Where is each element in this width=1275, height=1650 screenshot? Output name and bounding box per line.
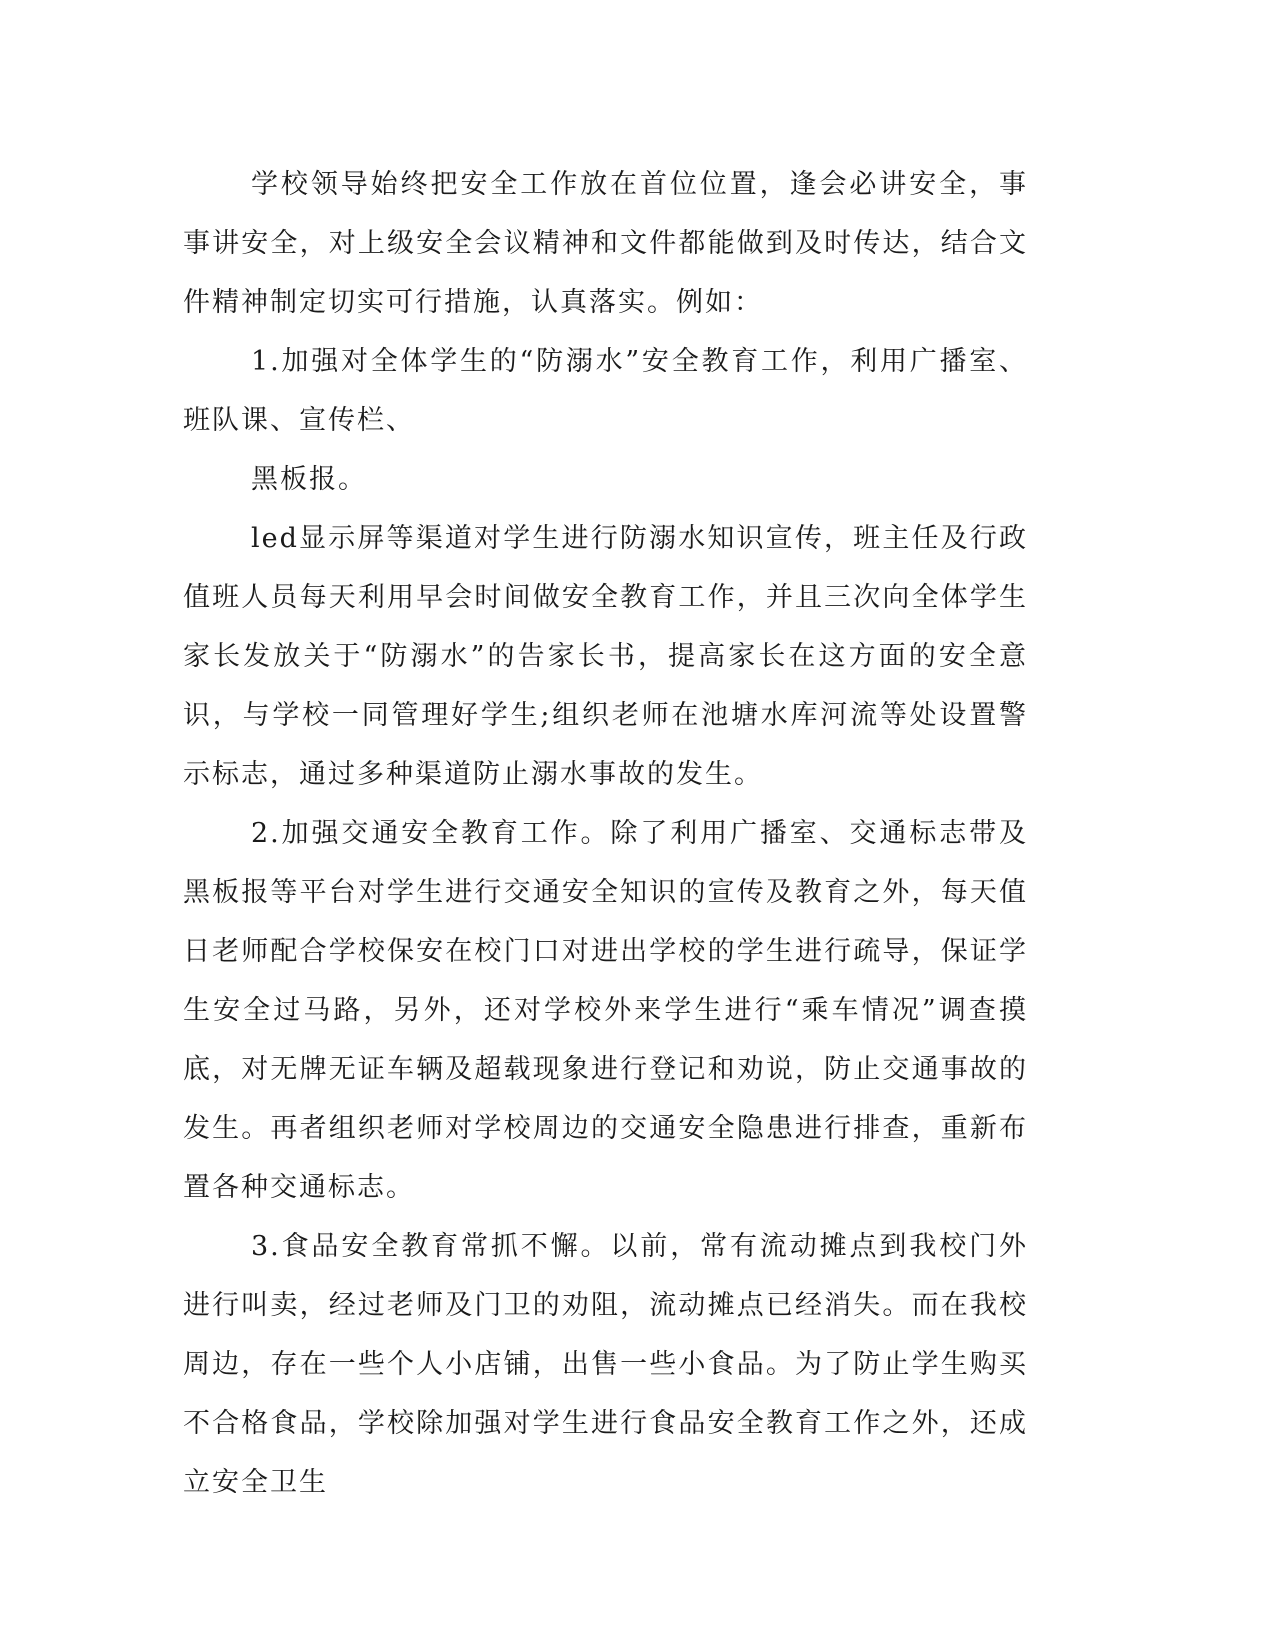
paragraph-item-1: 1.加强对全体学生的“防溺水”安全教育工作，利用广播室、班队课、宣传栏、	[183, 346, 1028, 436]
paragraph-blackboard: 黑板报。	[251, 464, 367, 495]
paragraph-led: led显示屏等渠道对学生进行防溺水知识宣传，班主任及行政值班人员每天利用早会时间做安全教育工作，并且三次向全体学生家长发放关于“防溺水”的告家长书，提高家长在这方面的安全意识，与学校一同管理好学生;组织老师在池塘水库河流等处设置警示标志，通过多种渠道防止溺水事故的发生。	[183, 523, 1028, 790]
paragraph-intro: 学校领导始终把安全工作放在首位位置，逢会必讲安全，事事讲安全，对上级安全会议精神和文件都能做到及时传达，结合文件精神制定切实可行措施，认真落实。例如：	[183, 169, 1028, 318]
paragraph-item-2: 2.加强交通安全教育工作。除了利用广播室、交通标志带及黑板报等平台对学生进行交通安全知识的宣传及教育之外，每天值日老师配合学校保安在校门口对进出学校的学生进行疏导，保证学生安全过马路，另外，还对学校外来学生进行“乘车情况”调查摸底，对无牌无证车辆及超载现象进行登记和劝说，防止交通事故的发生。再者组织老师对学校周边的交通安全隐患进行排查，重新布置各种交通标志。	[183, 818, 1028, 1203]
paragraph-item-3: 3.食品安全教育常抓不懈。以前，常有流动摊点到我校门外进行叫卖，经过老师及门卫的劝阻，流动摊点已经消失。而在我校周边，存在一些个人小店铺，出售一些小食品。为了防止学生购买不合格食品，学校除加强对学生进行食品安全教育工作之外，还成立安全卫生	[183, 1231, 1028, 1498]
document-body	[183, 155, 1028, 1512]
